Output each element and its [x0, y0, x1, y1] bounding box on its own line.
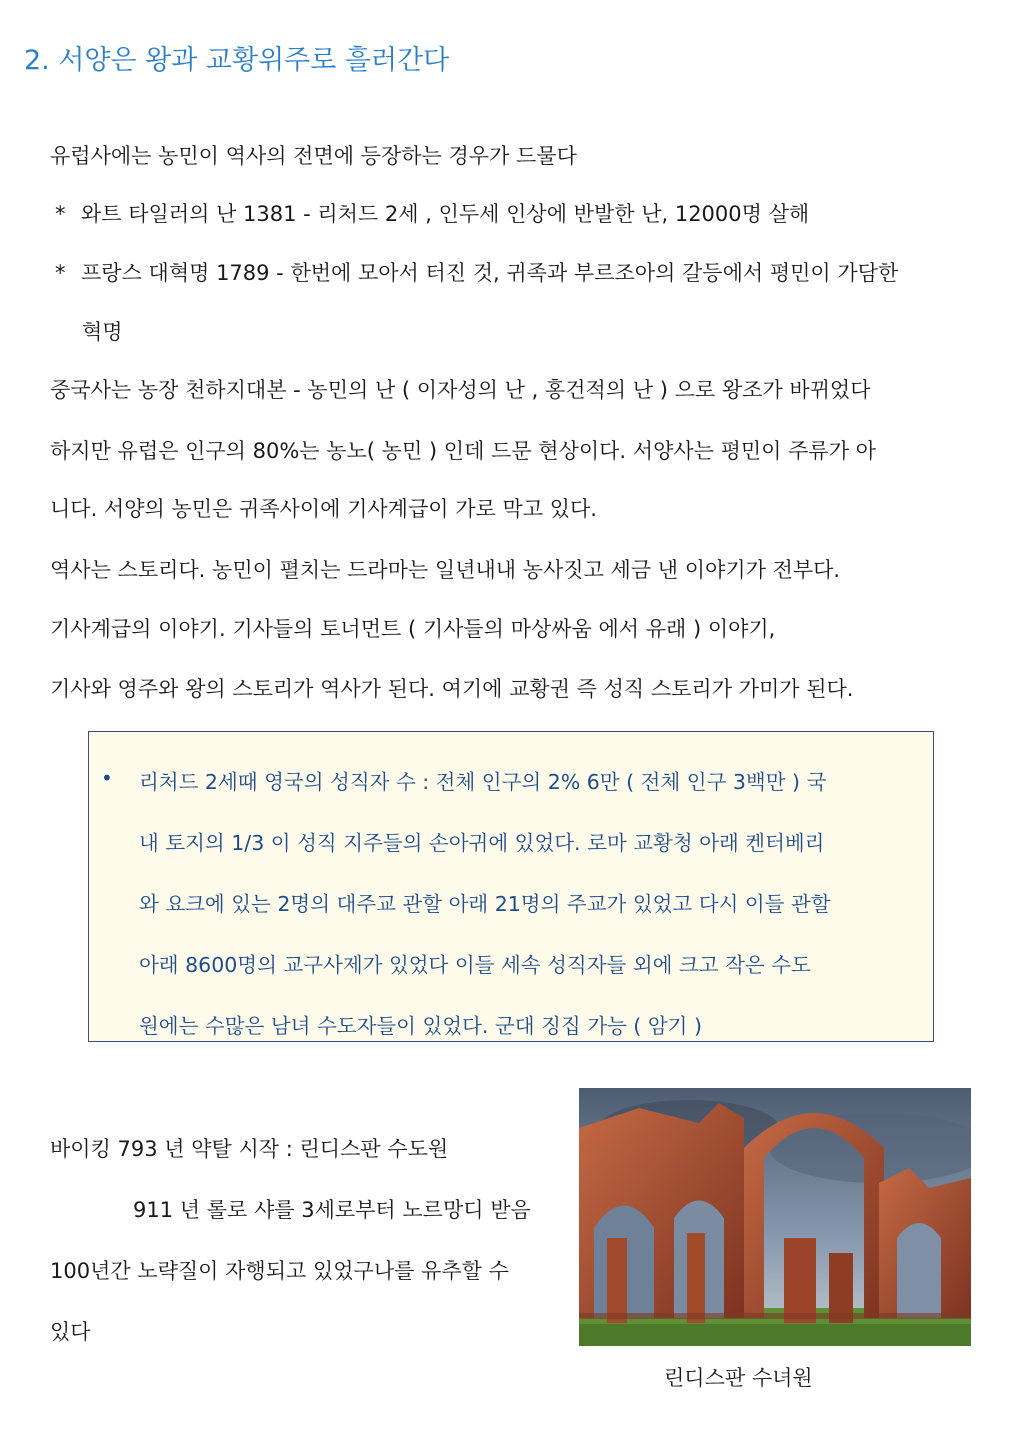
box-line: 리처드 2세때 영국의 성직자 수 : 전체 인구의 2% 6만 ( 전체 인구 3백만 ) 국 — [139, 770, 827, 794]
box-bullet: • — [101, 766, 113, 790]
bullet-text: 와트 타일러의 난 1381 - 리처드 2세 , 인두세 인상에 반발한 난, 12000명 살해 — [81, 202, 810, 226]
paragraph-china: 중국사는 농장 천하지대본 - 농민의 난 ( 이자성의 난 , 홍건적의 난 ) 으로 왕조가 바뀌었다 — [50, 378, 871, 402]
paragraph-story: 역사는 스토리다. 농민이 펼치는 드라마는 일년내내 농사짓고 세금 낸 이야기가 전부다. — [50, 558, 841, 582]
section-title: 2. 서양은 왕과 교황위주로 흘러간다 — [24, 45, 450, 76]
bullet-marker: * — [55, 202, 66, 226]
lindisfarne-ruins-photo — [579, 1088, 971, 1346]
box-line: 원에는 수많은 남녀 수도자들이 있었다. 군대 징집 가능 ( 암기 ) — [139, 1014, 702, 1038]
bullet-french-revolution — [55, 257, 898, 287]
paragraph-knights: 기사계급의 이야기. 기사들의 토너먼트 ( 기사들의 마상싸움 에서 유래 ) 이야기, — [50, 617, 776, 641]
bullet-continuation: 혁명 — [82, 320, 123, 344]
box-line: 내 토지의 1/3 이 성직 지주들의 손아귀에 있었다. 로마 교황청 아래 켄터베리 — [139, 831, 825, 855]
viking-line-2: 911 년 롤로 샤를 3세로부터 노르망디 받음 — [133, 1198, 531, 1222]
paragraph-europe-line1: 하지만 유럽은 인구의 80%는 농노( 농민 ) 인데 드문 현상이다. 서양사는 평민이 주류가 아 — [50, 439, 876, 463]
paragraph-farmers: 유럽사에는 농민이 역사의 전면에 등장하는 경우가 드물다 — [50, 144, 577, 168]
box-line: 아래 8600명의 교구사제가 있었다 이들 세속 성직자들 외에 크고 작은 수도 — [139, 953, 811, 977]
viking-line-4: 있다 — [50, 1320, 91, 1344]
bullet-marker: * — [55, 261, 66, 285]
paragraph-europe-line2: 니다. 서양의 농민은 귀족사이에 기사계급이 가로 막고 있다. — [50, 497, 597, 521]
box-line: 와 요크에 있는 2명의 대주교 관할 아래 21명의 주교가 있었고 다시 이들 관할 — [139, 892, 831, 916]
clergy-note-box — [88, 731, 934, 1042]
photo-caption: 린디스판 수녀원 — [664, 1366, 813, 1390]
bullet-wat-tyler — [55, 198, 809, 228]
viking-line-1: 바이킹 793 년 약탈 시작 : 린디스판 수도원 — [50, 1137, 449, 1161]
viking-line-3: 100년간 노략질이 자행되고 있었구나를 유추할 수 — [50, 1259, 509, 1283]
paragraph-kings: 기사와 영주와 왕의 스토리가 역사가 된다. 여기에 교황권 즉 성직 스토리가 가미가 된다. — [50, 677, 854, 701]
bullet-text: 프랑스 대혁명 1789 - 한번에 모아서 터진 것, 귀족과 부르조아의 갈등에서 평민이 가담한 — [81, 261, 899, 285]
box-text — [139, 752, 929, 1057]
